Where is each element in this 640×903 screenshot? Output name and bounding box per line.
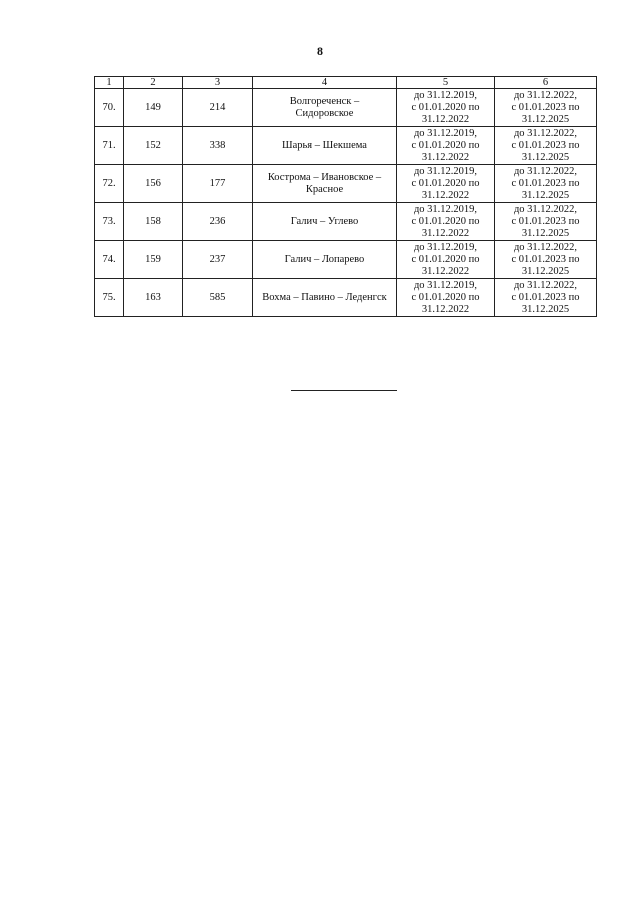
period-1-text: до 31.12.2019, с 01.01.2020 по 31.12.2022 [411,203,480,239]
col2-text: 163 [145,291,161,303]
header-col-1: 1 [95,77,124,89]
row-number [95,127,124,165]
table-row [95,165,597,203]
row-number [95,279,124,317]
row-number [95,165,124,203]
col3-value [183,89,253,127]
header-col-6: 6 [495,77,597,89]
col2-value [124,241,183,279]
table-row [95,279,597,317]
period-2 [495,127,597,165]
row-number [95,89,124,127]
period-1 [397,89,495,127]
col3-text: 214 [209,101,226,113]
col2-value [124,203,183,241]
col3-text: 236 [209,215,226,227]
header-col-3: 3 [183,77,253,89]
table-row [95,127,597,165]
col2-text: 159 [145,253,161,265]
row-number [95,241,124,279]
header-row [95,77,597,89]
period-2-text: до 31.12.2022, с 01.01.2023 по 31.12.2025 [511,127,580,163]
row-number-text: 75. [102,291,116,303]
table-row [95,89,597,127]
period-2-text: до 31.12.2022, с 01.01.2023 по 31.12.2025 [511,241,580,277]
col3-text: 237 [209,253,226,265]
col3-value [183,241,253,279]
col2-text: 149 [145,101,161,113]
period-2 [495,165,597,203]
col3-value [183,279,253,317]
row-number [95,203,124,241]
col2-text: 152 [145,139,161,151]
col3-value [183,127,253,165]
route-name [253,127,397,165]
route-text: Волгореченск – Сидоровское [289,95,360,119]
route-name [253,89,397,127]
row-number-text: 73. [102,215,116,227]
col2-value [124,127,183,165]
col2-value [124,279,183,317]
header-col-2: 2 [124,77,183,89]
route-name [253,279,397,317]
end-separator-line [291,390,397,391]
row-number-text: 71. [102,139,116,151]
period-2 [495,279,597,317]
period-2 [495,203,597,241]
row-number-text: 74. [102,253,116,265]
table-body [95,89,597,317]
row-number-text: 72. [102,177,116,189]
col2-text: 158 [145,215,161,227]
period-2-text: до 31.12.2022, с 01.01.2023 по 31.12.2025 [511,203,580,239]
col3-value [183,203,253,241]
route-name [253,165,397,203]
route-text: Шарья – Шекшема [282,139,367,151]
period-1-text: до 31.12.2019, с 01.01.2020 по 31.12.2022 [411,165,480,201]
period-1 [397,241,495,279]
period-2-text: до 31.12.2022, с 01.01.2023 по 31.12.2025 [511,165,580,201]
table-header [95,77,597,89]
table-row [95,203,597,241]
col3-text: 338 [209,139,226,151]
col2-value [124,89,183,127]
period-1 [397,127,495,165]
route-text: Вохма – Павино – Леденгск [262,291,387,303]
page-number: 8 [317,44,323,58]
period-1-text: до 31.12.2019, с 01.01.2020 по 31.12.2022 [411,127,480,163]
period-1-text: до 31.12.2019, с 01.01.2020 по 31.12.2022 [411,89,480,125]
col3-text: 585 [209,291,226,303]
period-1 [397,165,495,203]
col3-value [183,165,253,203]
period-1-text: до 31.12.2019, с 01.01.2020 по 31.12.2022 [411,241,480,277]
period-1 [397,279,495,317]
period-2-text: до 31.12.2022, с 01.01.2023 по 31.12.2025 [511,279,580,315]
col2-text: 156 [145,177,161,189]
route-text: Кострома – Ивановское – Красное [267,171,382,195]
route-name [253,203,397,241]
route-text: Галич – Углево [290,215,359,227]
period-2 [495,89,597,127]
header-col-5: 5 [397,77,495,89]
col2-value [124,165,183,203]
route-name [253,241,397,279]
row-number-text: 70. [102,101,116,113]
header-col-4: 4 [253,77,397,89]
table-row [95,241,597,279]
period-2-text: до 31.12.2022, с 01.01.2023 по 31.12.2025 [511,89,580,125]
route-text: Галич – Лопарево [284,253,365,265]
routes-table [94,76,597,317]
period-2 [495,241,597,279]
col3-text: 177 [209,177,226,189]
period-1-text: до 31.12.2019, с 01.01.2020 по 31.12.2022 [411,279,480,315]
period-1 [397,203,495,241]
